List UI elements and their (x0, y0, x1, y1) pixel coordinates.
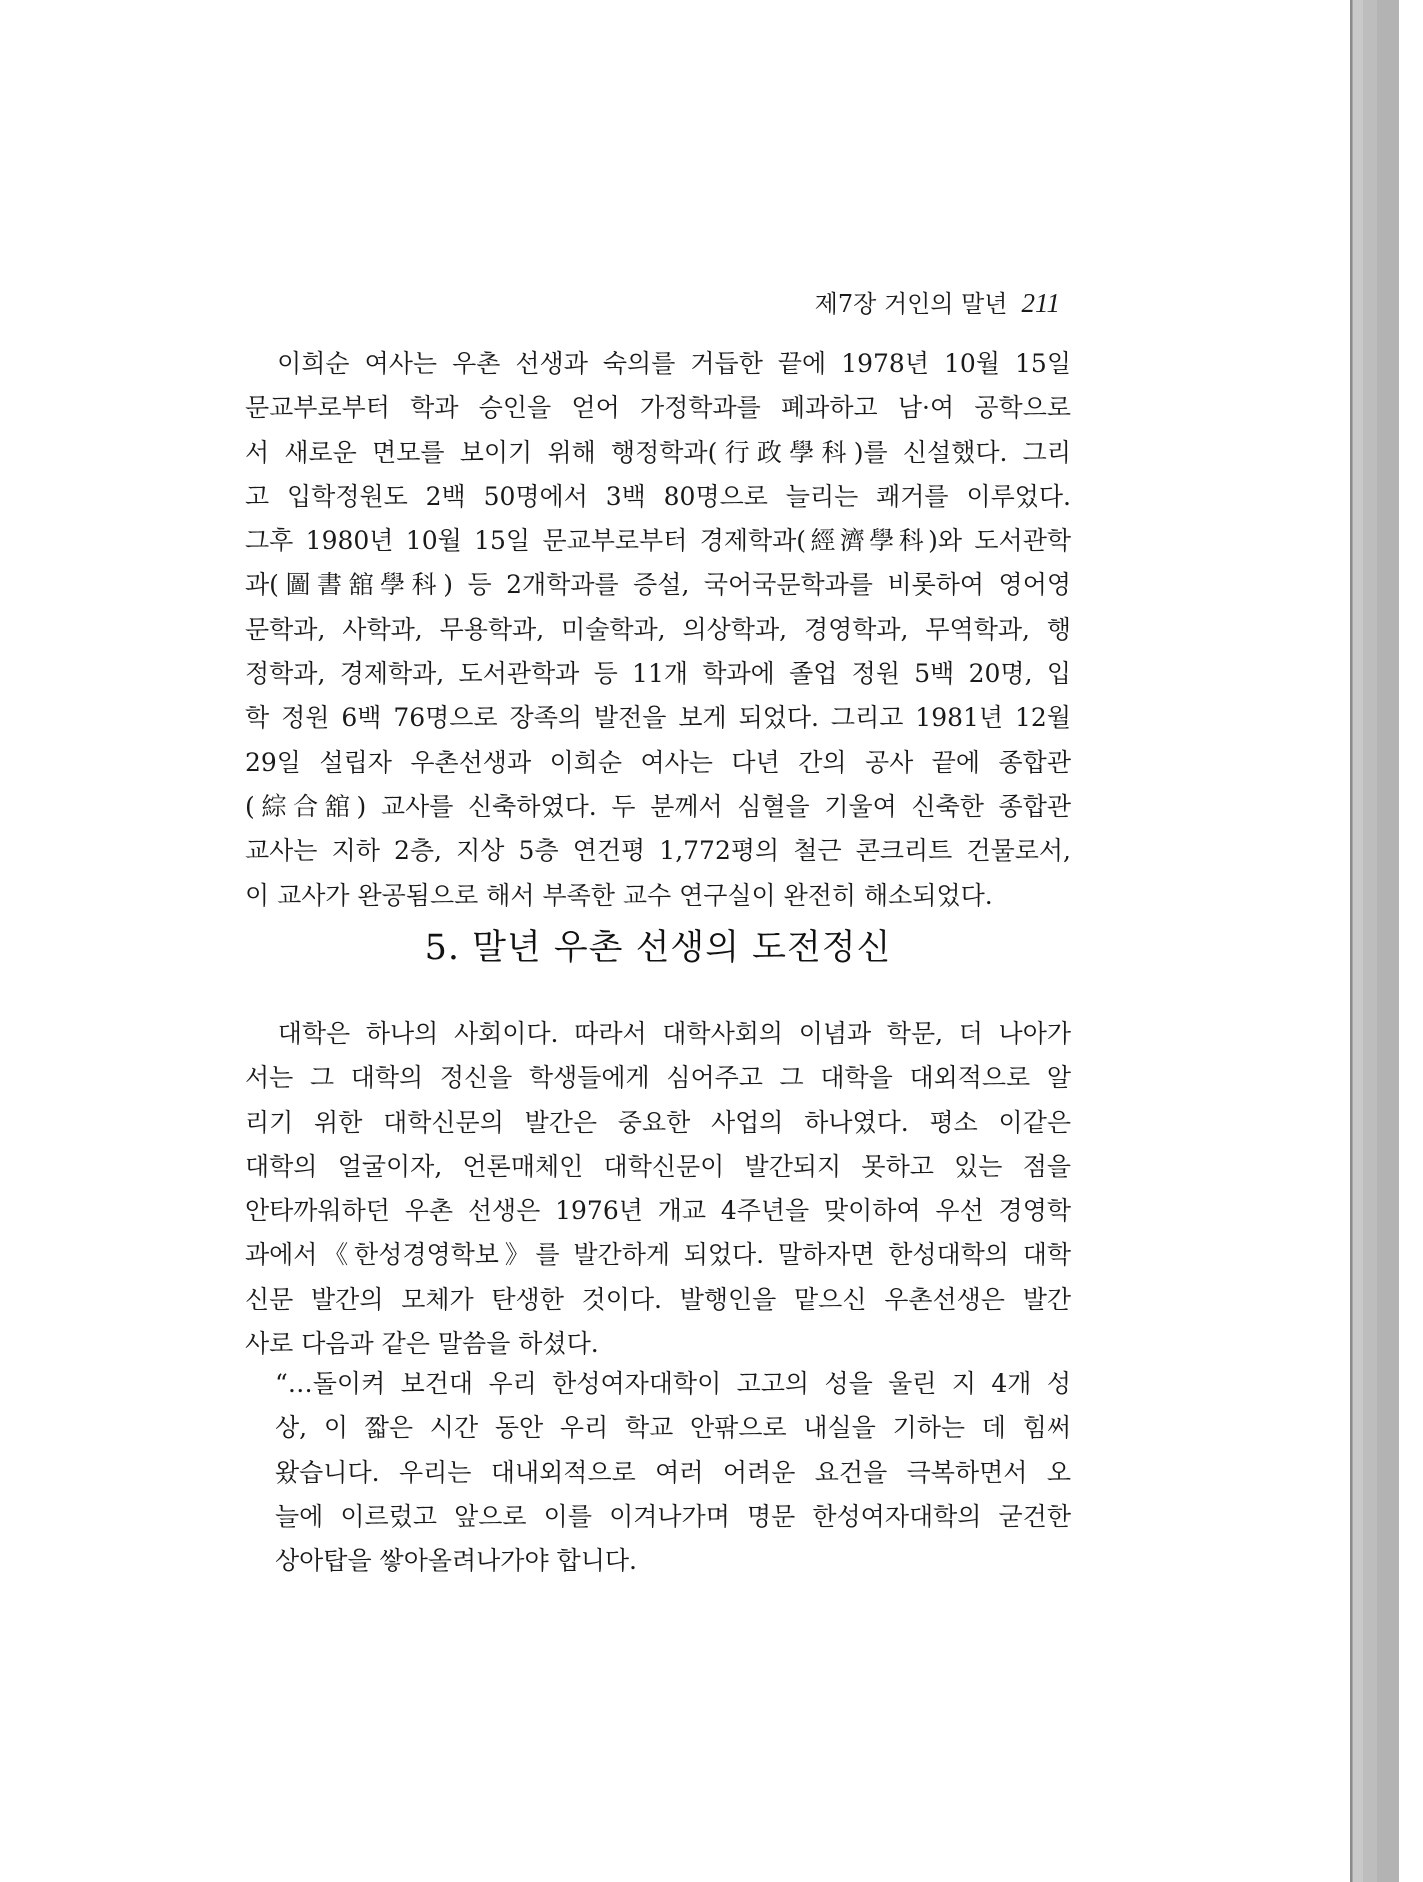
text-line: 서 새로운 면모를 보이기 위해 행정학과(行政學科)를 신설했다. 그리 (245, 437, 1071, 467)
text-line: 그후 1980년 10월 15일 문교부로부터 경제학과(經濟學科)와 도서관학 (245, 526, 1071, 556)
page-stack-edge (1352, 0, 1363, 1882)
quotation-block (275, 1362, 1071, 1583)
text-line: 리기 위한 대학신문의 발간은 중요한 사업의 하나였다. 평소 이같은 (245, 1107, 1071, 1137)
quote-open-mark: “… (275, 1369, 313, 1398)
section-heading: 5. 말년 우촌 선생의 도전정신 (424, 928, 892, 968)
page-number: 211 (1021, 288, 1060, 318)
text-line: 상, 이 짧은 시간 동안 우리 학교 안팎으로 내실을 기하는 데 힘써 (275, 1413, 1071, 1443)
text-line: 학 정원 6백 76명으로 장족의 발전을 보게 되었다. 그리고 1981년 12월 (245, 703, 1071, 733)
text-line: 안타까워하던 우촌 선생은 1976년 개교 4주년을 맞이하여 우선 경영학 (245, 1196, 1071, 1226)
text-line: 문학과, 사학과, 무용학과, 미술학과, 의상학과, 경영학과, 무역학과, 행 (245, 614, 1071, 644)
text-line: 대학의 얼굴이자, 언론매체인 대학신문이 발간되지 못하고 있는 점을 (245, 1151, 1071, 1181)
text-line: 사로 다음과 같은 말씀을 하셨다. (245, 1329, 599, 1359)
text-line: (綜合舘) 교사를 신축하였다. 두 분께서 심혈을 기울여 신축한 종합관 (245, 791, 1071, 821)
text-line: 늘에 이르렀고 앞으로 이를 이겨나가며 명문 한성여자대학의 굳건한 (275, 1501, 1071, 1531)
quote-text: 돌이켜 보건대 우리 한성여자대학이 고고의 성을 울린 지 4개 성 (312, 1369, 1071, 1398)
text-line: 이 교사가 완공됨으로 해서 부족한 교수 연구실이 완전히 해소되었다. (245, 880, 993, 910)
paragraph-2 (245, 1012, 1071, 1366)
text-line: 29일 설립자 우촌선생과 이희순 여사는 다년 간의 공사 끝에 종합관 (245, 747, 1071, 777)
chapter-title: 제7장 거인의 말년 (814, 290, 1008, 318)
text-line: 과(圖書舘學科) 등 2개학과를 증설, 국어국문학과를 비롯하여 영어영 (245, 570, 1071, 600)
text-line: 서는 그 대학의 정신을 학생들에게 심어주고 그 대학을 대외적으로 알 (245, 1063, 1071, 1093)
text-line: 왔습니다. 우리는 대내외적으로 여러 어려운 요건을 극복하면서 오 (275, 1457, 1071, 1487)
text-line: 과에서《한성경영학보》를 발간하게 되었다. 말하자면 한성대학의 대학 (245, 1240, 1071, 1270)
page-stack-edge (1362, 0, 1377, 1882)
paragraph-1 (245, 342, 1071, 918)
running-head (760, 284, 1060, 319)
page-stack-edge (1376, 0, 1399, 1882)
text-line: 이희순 여사는 우촌 선생과 숙의를 거듭한 끝에 1978년 10월 15일 (245, 349, 1071, 378)
text-line: 문교부로부터 학과 승인을 얻어 가정학과를 폐과하고 남·여 공학으로 (245, 393, 1071, 423)
quote-first-line (275, 1362, 1071, 1406)
text-line: 고 입학정원도 2백 50명에서 3백 80명으로 늘리는 쾌거를 이루었다. (245, 481, 1071, 511)
text-line: 교사는 지하 2층, 지상 5층 연건평 1,772평의 철근 콘크리트 건물로서, (245, 836, 1071, 866)
text-line: 대학은 하나의 사회이다. 따라서 대학사회의 이념과 학문, 더 나아가 (245, 1019, 1071, 1048)
text-line: 신문 발간의 모체가 탄생한 것이다. 발행인을 맡으신 우촌선생은 발간 (245, 1284, 1071, 1314)
text-line: 정학과, 경제학과, 도서관학과 등 11개 학과에 졸업 정원 5백 20명, 입 (245, 659, 1071, 689)
text-line: 상아탑을 쌓아올려나가야 합니다. (275, 1546, 637, 1576)
